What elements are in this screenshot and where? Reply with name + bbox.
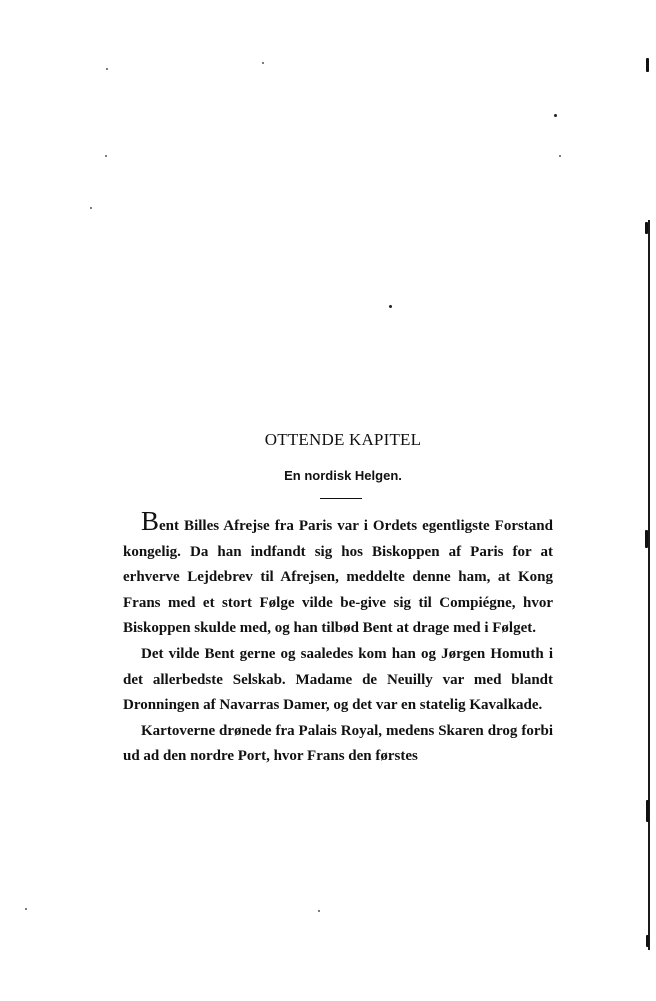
speck bbox=[559, 155, 561, 157]
speck bbox=[389, 305, 392, 308]
edge-mark bbox=[646, 935, 649, 947]
drop-cap: B bbox=[141, 506, 160, 536]
paragraph-text: ent Billes Afrejse fra Paris var i Ordets egentligste Forstand kongelig. Da han indfandt sig hos Biskoppen af Paris for at erhverve Lejdebrev til Afrejsen, meddelte denne ham, at Kong Frans med et stort Følge vilde be-give sig til Compiégne, hvor Biskoppen skulde med, og han tilbød Bent at drage med i Følget. bbox=[123, 518, 553, 637]
paragraph: Kartoverne drønede fra Palais Royal, medens Skaren drog forbi ud ad den nordre Port, hvor Frans den førstes bbox=[123, 722, 553, 765]
speck bbox=[262, 62, 264, 64]
edge-mark bbox=[645, 222, 648, 234]
chapter-subtitle: En nordisk Helgen. bbox=[284, 468, 402, 483]
paragraph: Det vilde Bent gerne og saaledes kom han og Jørgen Homuth i det allerbedste Selskab. Madame de Neuilly var med blandt Dronningen af Navarras Damer, og det var en statelig Kavalkade. bbox=[123, 645, 553, 714]
speck bbox=[554, 114, 557, 117]
edge-mark bbox=[645, 530, 648, 548]
speck bbox=[318, 910, 320, 912]
page-edge-line bbox=[648, 220, 650, 950]
speck bbox=[25, 908, 27, 910]
edge-mark bbox=[646, 58, 649, 72]
chapter-rule bbox=[320, 498, 362, 499]
paragraph bbox=[123, 506, 553, 642]
speck bbox=[105, 155, 107, 157]
edge-mark bbox=[646, 800, 649, 822]
speck bbox=[106, 68, 108, 70]
chapter-body bbox=[123, 506, 553, 770]
speck bbox=[90, 207, 92, 209]
chapter-title: OTTENDE KAPITEL bbox=[264, 430, 422, 449]
